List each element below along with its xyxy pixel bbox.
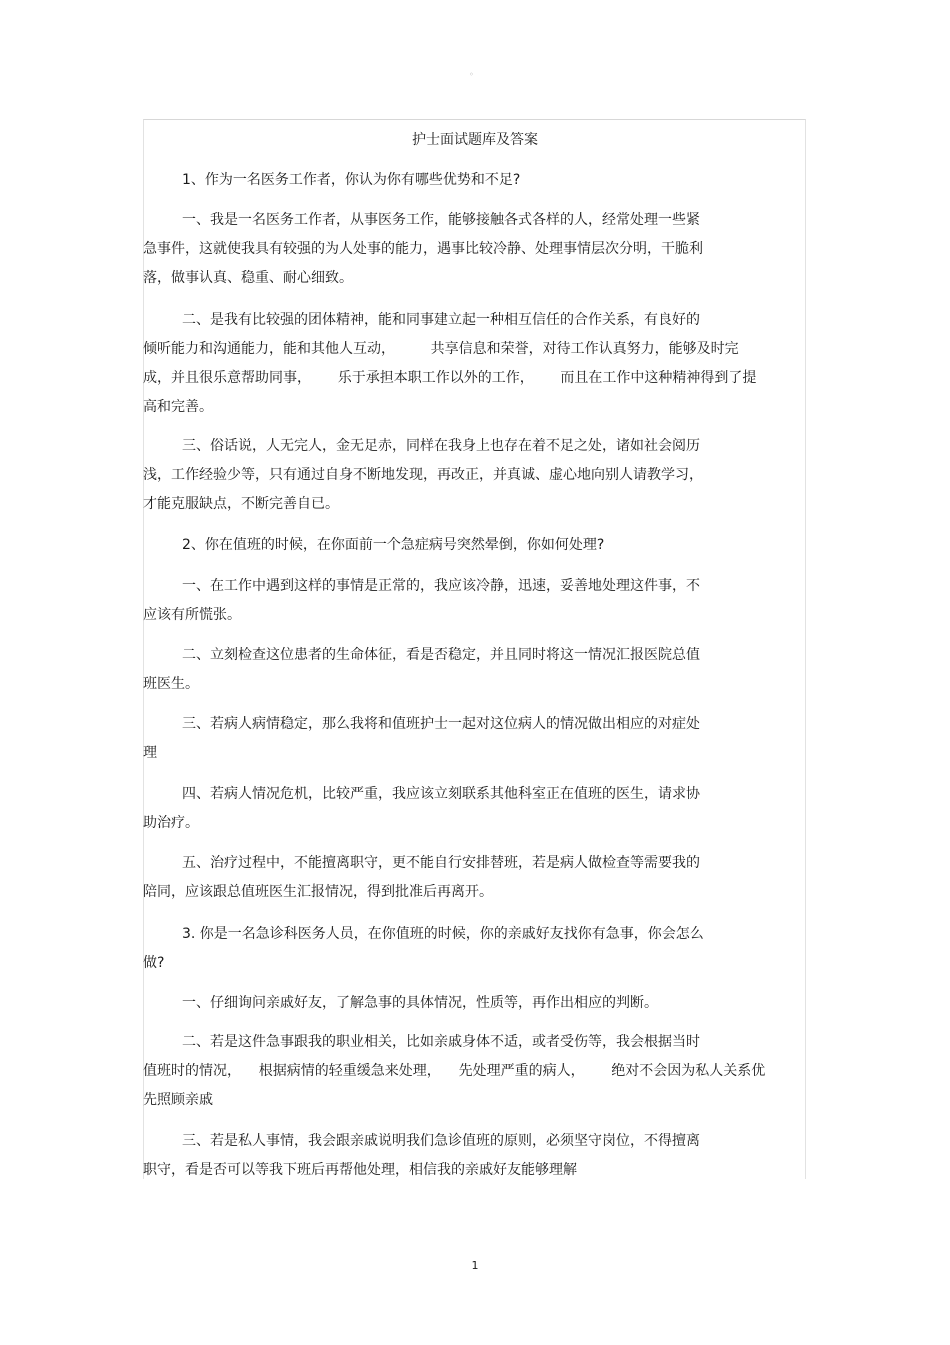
page-number: 1	[471, 1259, 479, 1272]
paragraph-line: 二、立刻检查这位患者的生命体征，看是否稳定，并且同时将这一情况汇报医院总值	[182, 647, 700, 663]
paragraph-line: 陪同，应该跟总值班医生汇报情况，得到批准后再离开。	[143, 884, 493, 900]
paragraph-line: 二、若是这件急事跟我的职业相关，比如亲戚身体不适，或者受伤等，我会根据当时	[182, 1034, 700, 1050]
paragraph-line: 一、在工作中遇到这样的事情是正常的，我应该冷静，迅速，妥善地处理这件事，不	[182, 578, 700, 594]
paragraph-line: 五、治疗过程中，不能擅离职守，更不能自行安排替班，若是病人做检查等需要我的	[182, 855, 700, 871]
paragraph-line: 一、仔细询问亲戚好友，了解急事的具体情况，性质等，再作出相应的判断。	[182, 995, 658, 1011]
paragraph-line: 三、俗话说，人无完人，金无足赤，同样在我身上也存在着不足之处，诸如社会阅历	[182, 438, 700, 454]
paragraph-line: 急事件，这就使我具有较强的为人处事的能力，遇事比较冷静、处理事情层次分明，干脆利	[143, 241, 703, 257]
question-1: 1、作为一名医务工作者，你认为你有哪些优势和不足?	[182, 172, 521, 188]
paragraph-line: 高和完善。	[143, 399, 213, 415]
paragraph-line: 四、若病人情况危机，比较严重，我应该立刻联系其他科室正在值班的医生，请求协	[182, 786, 700, 802]
paragraph-line: 成，并且很乐意帮助同事， 乐于承担本职工作以外的工作， 而且在工作中这种精神得到了提	[143, 370, 757, 386]
question-2: 2、你在值班的时候，在你面前一个急症病号突然晕倒，你如何处理?	[182, 537, 605, 553]
paragraph-line: 才能克服缺点，不断完善自已。	[143, 496, 339, 512]
paragraph-line: 值班时的情况， 根据病情的轻重缓急来处理， 先处理严重的病人， 绝对不会因为私人关系优	[143, 1063, 766, 1079]
paragraph-line: 理	[143, 745, 157, 761]
paragraph-line: 助治疗。	[143, 815, 199, 831]
paragraph-line: 一、我是一名医务工作者，从事医务工作，能够接触各式各样的人，经常处理一些紧	[182, 212, 700, 228]
paragraph-line: 倾听能力和沟通能力，能和其他人互动， 共享信息和荣誉，对待工作认真努力，能够及时完	[143, 341, 739, 357]
paragraph-line: 职守，看是否可以等我下班后再帮他处理，相信我的亲戚好友能够理解	[143, 1162, 577, 1178]
paragraph-line: 先照顾亲戚	[143, 1092, 213, 1108]
paragraph-line: 浅，工作经验少等，只有通过自身不断地发现，再改正，并真诚、虚心地向别人请教学习，	[143, 467, 703, 483]
paragraph-line: 三、若病人病情稳定，那么我将和值班护士一起对这位病人的情况做出相应的对症处	[182, 716, 700, 732]
paragraph-line: 二、是我有比较强的团体精神，能和同事建立起一种相互信任的合作关系，有良好的	[182, 312, 700, 328]
question-3-cont: 做?	[143, 955, 165, 971]
top-mark: ◦	[469, 70, 474, 79]
document-title: 护士面试题库及答案	[412, 132, 538, 148]
paragraph-line: 班医生。	[143, 676, 199, 692]
paragraph-line: 落，做事认真、稳重、耐心细致。	[143, 270, 353, 286]
question-3: 3. 你是一名急诊科医务人员，在你值班的时候，你的亲戚好友找你有急事，你会怎么	[182, 926, 704, 942]
paragraph-line: 应该有所慌张。	[143, 607, 241, 623]
paragraph-line: 三、若是私人事情，我会跟亲戚说明我们急诊值班的原则，必须坚守岗位，不得擅离	[182, 1133, 700, 1149]
